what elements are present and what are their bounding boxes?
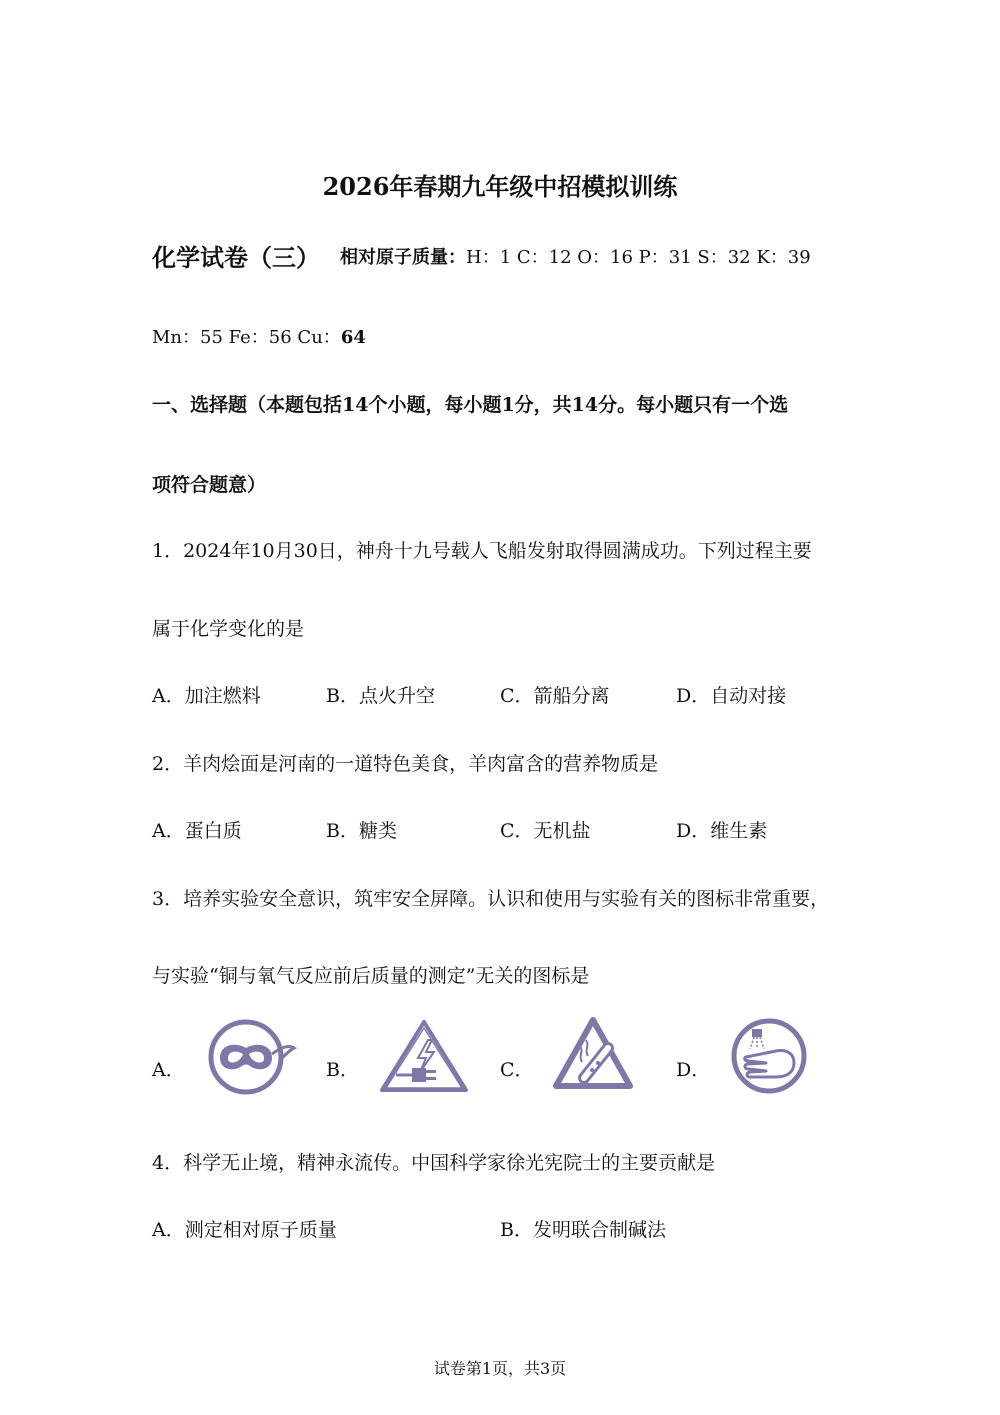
section-heading-cont: 项符合题意） (152, 474, 267, 496)
atomic-masses-label: 相对原子质量： (340, 247, 466, 268)
electric-hazard-icon[interactable] (378, 1018, 470, 1094)
q1-option-d[interactable]: D．自动对接 (676, 685, 787, 707)
q3-option-d[interactable]: D． (676, 1059, 711, 1081)
q2-option-b[interactable]: B．糖类 (326, 820, 397, 842)
goggles-icon[interactable] (206, 1018, 298, 1096)
q3-option-a[interactable]: A． (152, 1059, 185, 1081)
hand-wash-icon[interactable] (730, 1017, 808, 1095)
atomic-masses-values-2: Mn：55 Fe：56 Cu： (152, 327, 341, 348)
q1-option-c[interactable]: C．箭船分离 (500, 685, 610, 707)
q4-option-b[interactable]: B．发明联合制碱法 (500, 1219, 666, 1241)
q4-option-a[interactable]: A．测定相对原子质量 (152, 1219, 337, 1241)
q1-option-b[interactable]: B．点火升空 (326, 685, 435, 707)
section-heading: 一、选择题（本题包括14个小题，每小题1分，共14分。每小题只有一个选 (152, 394, 789, 416)
atomic-masses-cu-value: 64 (340, 327, 366, 348)
question-4-stem: 4．科学无止境，精神永流传。中国科学家徐光宪院士的主要贡献是 (152, 1152, 716, 1174)
q1-option-a[interactable]: A．加注燃料 (152, 685, 261, 707)
hot-surface-icon[interactable] (552, 1016, 634, 1092)
question-3-stem: 3．培养实验安全意识，筑牢安全屏障。认识和使用与实验有关的图标非常重要， (152, 888, 830, 910)
page-footer: 试卷第1页，共3页 (433, 1359, 567, 1378)
question-1-stem: 1．2024年10月30日，神舟十九号载人飞船发射取得圆满成功。下列过程主要 (152, 540, 812, 562)
q2-option-c[interactable]: C．无机盐 (500, 820, 591, 842)
atomic-masses-line1 (340, 243, 811, 269)
q2-option-d[interactable]: D．维生素 (676, 820, 768, 842)
question-1-stem-cont: 属于化学变化的是 (152, 618, 305, 640)
q2-option-a[interactable]: A．蛋白质 (152, 820, 242, 842)
page-title: 2026年春期九年级中招模拟训练 (322, 172, 678, 201)
question-2-stem: 2．羊肉烩面是河南的一道特色美食，羊肉富含的营养物质是 (152, 753, 659, 775)
question-3-stem-cont: 与实验“铜与氧气反应前后质量的测定”无关的图标是 (152, 965, 590, 987)
q3-option-c[interactable]: C． (500, 1059, 534, 1081)
atomic-masses-values: H：1 C：12 O：16 P：31 S：32 K：39 (466, 247, 811, 268)
subject-title: 化学试卷（三） (152, 243, 320, 272)
q3-option-b[interactable]: B． (326, 1059, 359, 1081)
atomic-masses-line2 (152, 323, 366, 349)
